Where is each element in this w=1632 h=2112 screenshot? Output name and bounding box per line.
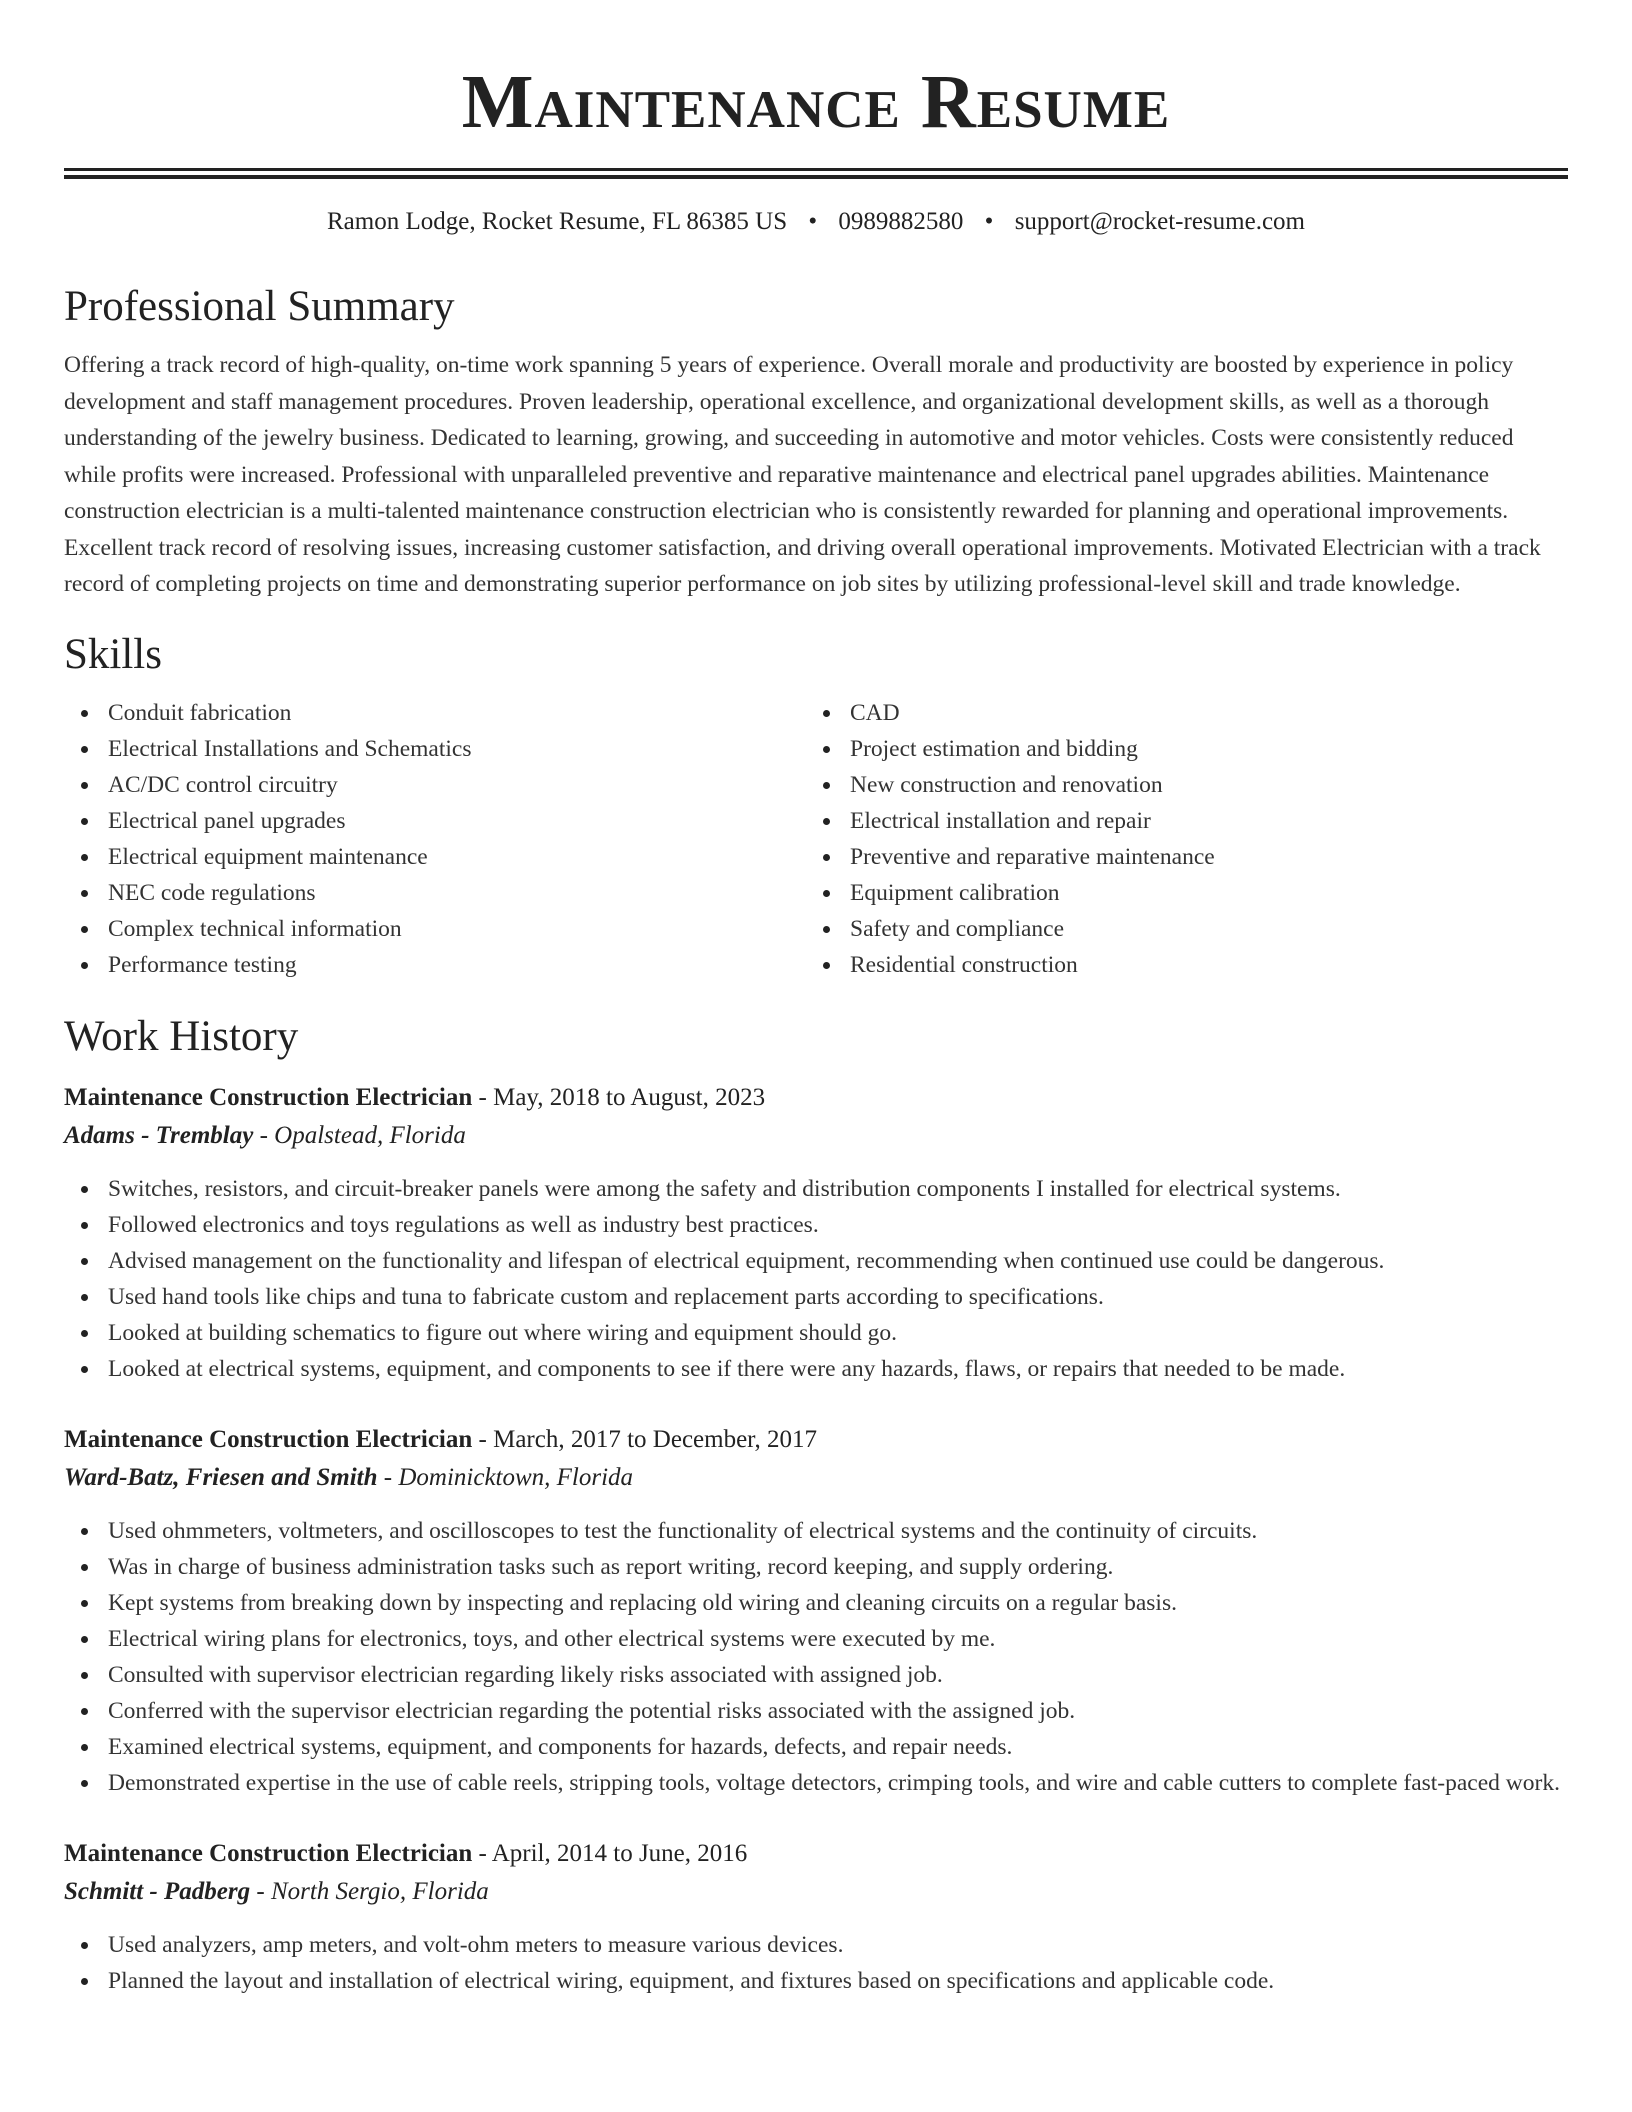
skill-item: Conduit fabrication (64, 695, 806, 731)
job-duty: Used analyzers, amp meters, and volt-ohm meters to measure various devices. (64, 1927, 1568, 1963)
job-location: North Sergio, Florida (270, 1877, 489, 1905)
job-employer: Ward-Batz, Friesen and Smith - Dominicktown, Florida (64, 1463, 634, 1491)
job-entry (64, 1421, 1568, 1801)
document-title: Maintenance Resume (461, 60, 1171, 144)
job-duty: Planned the layout and installation of electrical wiring, equipment, and fixtures based on specifications and applicable code. (64, 1963, 1568, 1999)
skill-item: Safety and compliance (806, 911, 1548, 947)
skill-item: Preventive and reparative maintenance (806, 839, 1548, 875)
job-duty: Used hand tools like chips and tuna to fabricate custom and replacement parts according to specifications. (64, 1279, 1568, 1315)
job-title: Maintenance Construction Electrician (64, 1425, 473, 1453)
skill-item: NEC code regulations (64, 875, 806, 911)
resume-page (64, 0, 1568, 1999)
job-location: Opalstead, Florida (274, 1121, 466, 1149)
contact-address: Ramon Lodge, Rocket Resume, FL 86385 US (327, 208, 788, 235)
job-duty: Advised management on the functionality and lifespan of electrical equipment, recommending when continued use could be dangerous. (64, 1243, 1568, 1279)
job-duty: Used ohmmeters, voltmeters, and oscilloscopes to test the functionality of electrical systems and the continuity of circuits. (64, 1513, 1568, 1549)
skills-list-right (806, 695, 1548, 983)
job-employer: Schmitt - Padberg - North Sergio, Florida (64, 1877, 489, 1905)
contact-email: support@rocket-resume.com (1014, 208, 1305, 235)
job-entry (64, 1079, 1568, 1387)
job-duties (64, 1927, 1568, 1999)
skill-item: Complex technical information (64, 911, 806, 947)
job-duty: Looked at building schematics to figure out where wiring and equipment should go. (64, 1315, 1568, 1351)
job-dates: May, 2018 to August, 2023 (493, 1083, 766, 1111)
job-duty: Consulted with supervisor electrician regarding likely risks associated with assigned job. (64, 1657, 1568, 1693)
job-duty: Electrical wiring plans for electronics, toys, and other electrical systems were executed by me. (64, 1621, 1568, 1657)
job-dates: April, 2014 to June, 2016 (491, 1839, 748, 1867)
skill-item: Equipment calibration (806, 875, 1548, 911)
job-duty: Switches, resistors, and circuit-breaker panels were among the safety and distribution components I installed for electrical systems. (64, 1171, 1568, 1207)
job-company: Adams - Tremblay (64, 1121, 254, 1149)
job-company: Ward-Batz, Friesen and Smith (64, 1463, 378, 1491)
skill-item: Performance testing (64, 947, 806, 983)
work-history-heading: Work History (64, 1012, 299, 1060)
skills-columns (64, 695, 1568, 983)
skill-item: New construction and renovation (806, 767, 1548, 803)
job-duty: Examined electrical systems, equipment, and components for hazards, defects, and repair needs. (64, 1729, 1568, 1765)
job-duty: Kept systems from breaking down by inspecting and replacing old wiring and cleaning circuits on a regular basis. (64, 1585, 1568, 1621)
skill-item: AC/DC control circuitry (64, 767, 806, 803)
contact-separator: • (808, 208, 818, 235)
job-company: Schmitt - Padberg (64, 1877, 251, 1905)
skill-item: Project estimation and bidding (806, 731, 1548, 767)
job-location: Dominicktown, Florida (398, 1463, 634, 1491)
job-duty: Demonstrated expertise in the use of cable reels, stripping tools, voltage detectors, crimping tools, and wire and cable cutters to complete fast-paced work. (64, 1765, 1568, 1801)
job-duties (64, 1171, 1568, 1387)
job-duty: Looked at electrical systems, equipment, and components to see if there were any hazards, flaws, or repairs that needed to be made. (64, 1351, 1568, 1387)
job-entry (64, 1835, 1568, 1999)
job-duties (64, 1513, 1568, 1801)
summary-heading: Professional Summary (64, 283, 455, 330)
summary-text: Offering a track record of high-quality, on-time work spanning 5 years of experience. Overall morale and productivity are boosted by experience in policy development and staff management procedures. Proven leadership, operational excellence, and organizational development skills, as well as a thorough understanding of the jewelry business. Dedicated to learning, growing, and succeeding in automotive and motor vehicles. Costs were consistently reduced while profits were increased. Professional with unparalleled preventive and reparative maintenance and electrical panel upgrades abilities. Maintenance construction electrician is a multi-talented maintenance construction electrician who is consistently rewarded for planning and operational improvements. Excellent track record of resolving issues, increasing customer satisfaction, and driving overall operational improvements. Motivated Electrician with a track record of completing projects on time and demonstrating superior performance on job sites by utilizing professional-level skill and trade knowledge. (64, 352, 1541, 597)
skill-item: Electrical panel upgrades (64, 803, 806, 839)
skill-item: Electrical equipment maintenance (64, 839, 806, 875)
job-title: Maintenance Construction Electrician (64, 1083, 473, 1111)
job-header: Maintenance Construction Electrician - March, 2017 to December, 2017 (64, 1425, 818, 1453)
job-duty: Conferred with the supervisor electrician regarding the potential risks associated with the assigned job. (64, 1693, 1568, 1729)
skills-list-left (64, 695, 806, 983)
title-double-rule (64, 168, 1568, 179)
skill-item: Residential construction (806, 947, 1548, 983)
job-duty: Was in charge of business administration tasks such as report writing, record keeping, and supply ordering. (64, 1549, 1568, 1585)
contact-separator: • (984, 208, 994, 235)
contact-phone: 0989882580 (838, 208, 964, 235)
skill-item: Electrical Installations and Schematics (64, 731, 806, 767)
job-duty: Followed electronics and toys regulations as well as industry best practices. (64, 1207, 1568, 1243)
job-dates: March, 2017 to December, 2017 (493, 1425, 818, 1453)
job-header: Maintenance Construction Electrician - April, 2014 to June, 2016 (64, 1839, 748, 1867)
job-header: Maintenance Construction Electrician - May, 2018 to August, 2023 (64, 1083, 766, 1111)
skills-heading: Skills (64, 630, 162, 678)
skill-item: CAD (806, 695, 1548, 731)
job-employer: Adams - Tremblay - Opalstead, Florida (64, 1121, 466, 1149)
job-title: Maintenance Construction Electrician (64, 1839, 473, 1867)
skill-item: Electrical installation and repair (806, 803, 1548, 839)
contact-line (64, 205, 1568, 239)
